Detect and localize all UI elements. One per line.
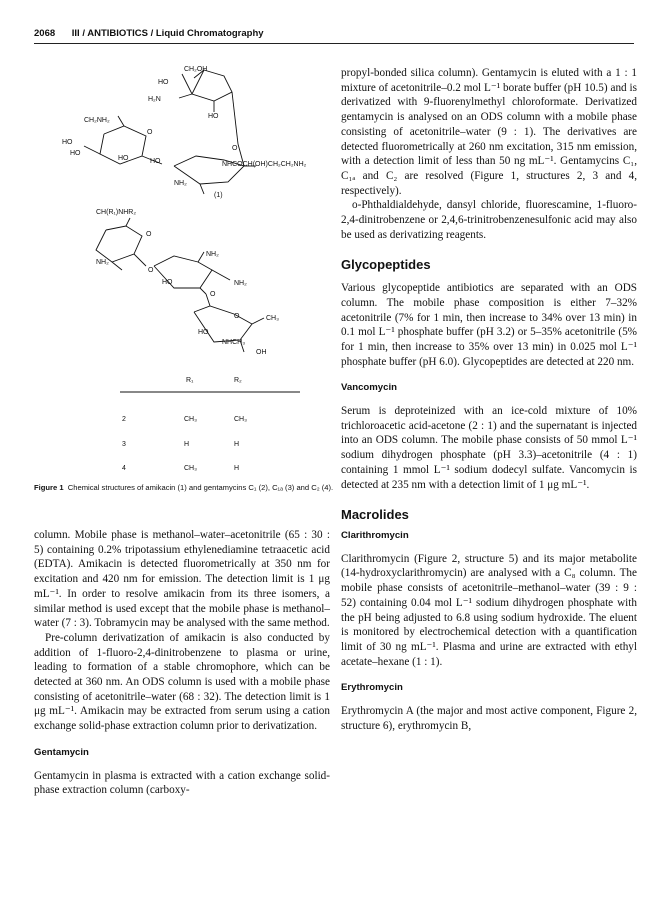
section-heading-erythromycin: Erythromycin: [341, 682, 403, 694]
section-heading-gentamycin: Gentamycin: [34, 746, 89, 758]
label-ho: HO: [118, 155, 129, 162]
structure-1-amikacin: [62, 66, 307, 199]
paragraph: propyl-bonded silica column). Gentamycin is eluted with a 1 : 1 mixture of acetonitrile–0.2 mol L⁻¹ borate buffer (pH 10.5) and is derivatized with 9-fluorenylmethyl chloroformate. Derivatized gentamycin is analysed on an ODS column with a mobile phase consisting of acetonitrile–water (9 : 1). The derivatives are detected fluorometrically at 260 nm excitation, 315 nm emission, with a detection limit of less than 50 ng mL⁻¹. Gentamycins C₁, C₁ₐ and C₂ are resolved (Figure 1, structures 2, 3 and 4, respectively).: [341, 67, 637, 197]
table-cell-r2: CH₃: [234, 416, 247, 423]
structure-number: (1): [214, 192, 223, 199]
figure-1: [34, 56, 334, 526]
table-cell-r1: CH₃: [184, 465, 197, 472]
label-ho: HO: [62, 139, 73, 146]
section-heading-vancomycin: Vancomycin: [341, 382, 397, 394]
bond: [179, 94, 192, 98]
bond: [112, 262, 122, 270]
page-number: 2068: [34, 28, 56, 39]
label-nh2: NH₂: [234, 280, 247, 287]
bond: [134, 254, 146, 266]
bond: [118, 116, 124, 126]
label-ho: HO: [158, 79, 169, 86]
label-ho: HO: [208, 113, 219, 120]
label-o: O: [210, 291, 216, 298]
bond: [200, 184, 204, 194]
table-row-id: 3: [122, 441, 126, 448]
caption-text: Chemical structures of amikacin (1) and gentamycins C₁ (2), C₁ₐ (3) and C₂ (4).: [67, 483, 334, 492]
label-ch3: CH₃: [266, 315, 279, 322]
bond: [200, 288, 206, 294]
label-o: O: [147, 129, 153, 136]
table-cell-r2: H: [234, 441, 240, 448]
label-ho: HO: [150, 158, 161, 165]
label-ch2oh: CH₂OH: [184, 66, 208, 73]
bond: [232, 92, 238, 144]
section-heading-glycopeptides: Glycopeptides: [341, 257, 431, 273]
label-nhch3: NHCH₃: [222, 339, 246, 346]
bond-ring-a: [96, 226, 142, 262]
bond: [126, 218, 130, 226]
bond: [212, 270, 230, 280]
label-oh: OH: [256, 349, 267, 356]
table-row-id: 4: [122, 465, 126, 472]
table-header-r2: R₂: [234, 377, 242, 384]
label-nh2: NH₂: [96, 259, 109, 266]
paragraph: column. Mobile phase is methanol–water–acetonitrile (65 : 30 : 5) containing 0.2% tripotassium ethylenediamine tetraacetic acid (EDTA). Amikacin is detected fluorometrically at 350 nm for excitation and 420 nm for emission. The detection limit is 1 μg mL⁻¹. In order to resolve amikacin from its three isomers, a similar method is used except that the mobile phase is methanol–water (7 : 3). Tobramycin may be analysed with the same method.: [34, 529, 330, 630]
table-cell-r1: H: [184, 441, 190, 448]
label-o: O: [148, 267, 154, 274]
section-heading-macrolides: Macrolides: [341, 507, 409, 523]
section-heading-clarithromycin: Clarithromycin: [341, 529, 409, 541]
label-h2n: H₂N: [148, 96, 161, 103]
substituent-table: [120, 377, 300, 472]
paragraph: Serum is deproteinized with an ice-cold mixture of 10% trichloroacetic acid-acetone (2 : 1) and the supernatant is injected into an ODS column. The mobile phase consists of 50 mmol L⁻¹ sodium dihydrogen phosphate (pH 3.3)–acetonitrile (4 : 1) containing 1 mmol L⁻¹ sodium dodecyl sulfate. Vancomycin is detected at 235 nm with a detection limit of 1 μg mL⁻¹.: [341, 405, 637, 491]
right-column: [341, 66, 637, 733]
label-nh2: NH₂: [174, 180, 187, 187]
paragraph: Erythromycin A (the major and most active component, Figure 2, structure 6), erythromycin B,: [341, 705, 637, 732]
bond: [84, 146, 100, 154]
bond-ring-c: [194, 306, 252, 342]
running-header: [34, 28, 634, 42]
label-o: O: [232, 145, 238, 152]
label-ch2nh2: CH₂NH₂: [84, 117, 110, 124]
paragraph: o-Phthaldialdehyde, dansyl chloride, fluorescamine, 1-fluoro-2,4-dinitrobenzene or 2,4,6-trinitrobenzenesulfonic acid may also be used as derivatizing reagents.: [341, 199, 637, 241]
label-ho: HO: [198, 329, 209, 336]
label-ch-r1-nhr2: CH(R₁)NHR₂: [96, 209, 137, 216]
label-o: O: [146, 231, 152, 238]
label-ho: HO: [70, 150, 81, 157]
running-title: III / ANTIBIOTICS / Liquid Chromatography: [71, 28, 264, 39]
chemical-structures-drawing: [34, 56, 334, 481]
paragraph: Clarithromycin (Figure 2, structure 5) and its major metabolite (14-hydroxyclarithromycin) are analysed with a C₈ column. The mobile phase consists of acetonitrile–methanol–water (39 : 9 : 52) containing 0.04 mol L⁻¹ sodium dihydrogen phosphate with the pH being adjusted to 6.8 using sodium hydroxide. The eluent is monitored by electrochemical detection with a quantification limit of 30 ng mL⁻¹. Plasma and urine are extracted with ethyl acetate–hexane (1 : 1).: [341, 552, 637, 668]
bond-top-ring: [182, 70, 232, 101]
label-side-chain: NHCOCH(OH)CH₂CH₂NH₂: [222, 161, 307, 168]
table-cell-r1: CH₃: [184, 416, 197, 423]
label-o: O: [234, 313, 240, 320]
table-header-r1: R₁: [186, 377, 194, 384]
structure-2-gentamycin: [96, 209, 279, 356]
caption-label: Figure 1: [34, 483, 64, 492]
header-rule: [34, 43, 634, 44]
figure-caption: [34, 483, 334, 493]
left-column: [34, 528, 330, 798]
paragraph: Pre-column derivatization of amikacin is also conducted by addition of 1-fluoro-2,4-dinitrobenzene to plasma or urine, leading to formation of a stable chromophore, which can be detected at 360 nm. An ODS column is used with a mobile phase consisting of acetonitrile–water (68 : 32). The detection limit is 1 μg mL⁻¹. Amikacin may be extracted from serum using a cation exchange solid-phase extraction column prior to derivatization.: [34, 631, 330, 733]
bond: [198, 252, 204, 262]
paragraph: Various glycopeptide antibiotics are separated with an ODS column. The mobile phase composition is either 7–32% acetonitrile (7% for 1 min, then increase to 34% over 13 min) in 0.1 mol L⁻¹ phosphate buffer (pH 3.2) or 5–35% acetonitrile (5% for 1 min, then increase to 35% over 13 min) in 0.025 mol L⁻¹ phosphate buffer (pH 6.0). Glycopeptides are detected at 220 nm.: [341, 282, 637, 368]
label-ho: HO: [162, 279, 173, 286]
table-row-id: 2: [122, 416, 126, 423]
paragraph: Gentamycin in plasma is extracted with a cation exchange solid-phase extraction column (carboxy-: [34, 769, 330, 797]
label-nh2: NH₂: [206, 251, 219, 258]
bond: [252, 318, 264, 324]
table-cell-r2: H: [234, 465, 240, 472]
